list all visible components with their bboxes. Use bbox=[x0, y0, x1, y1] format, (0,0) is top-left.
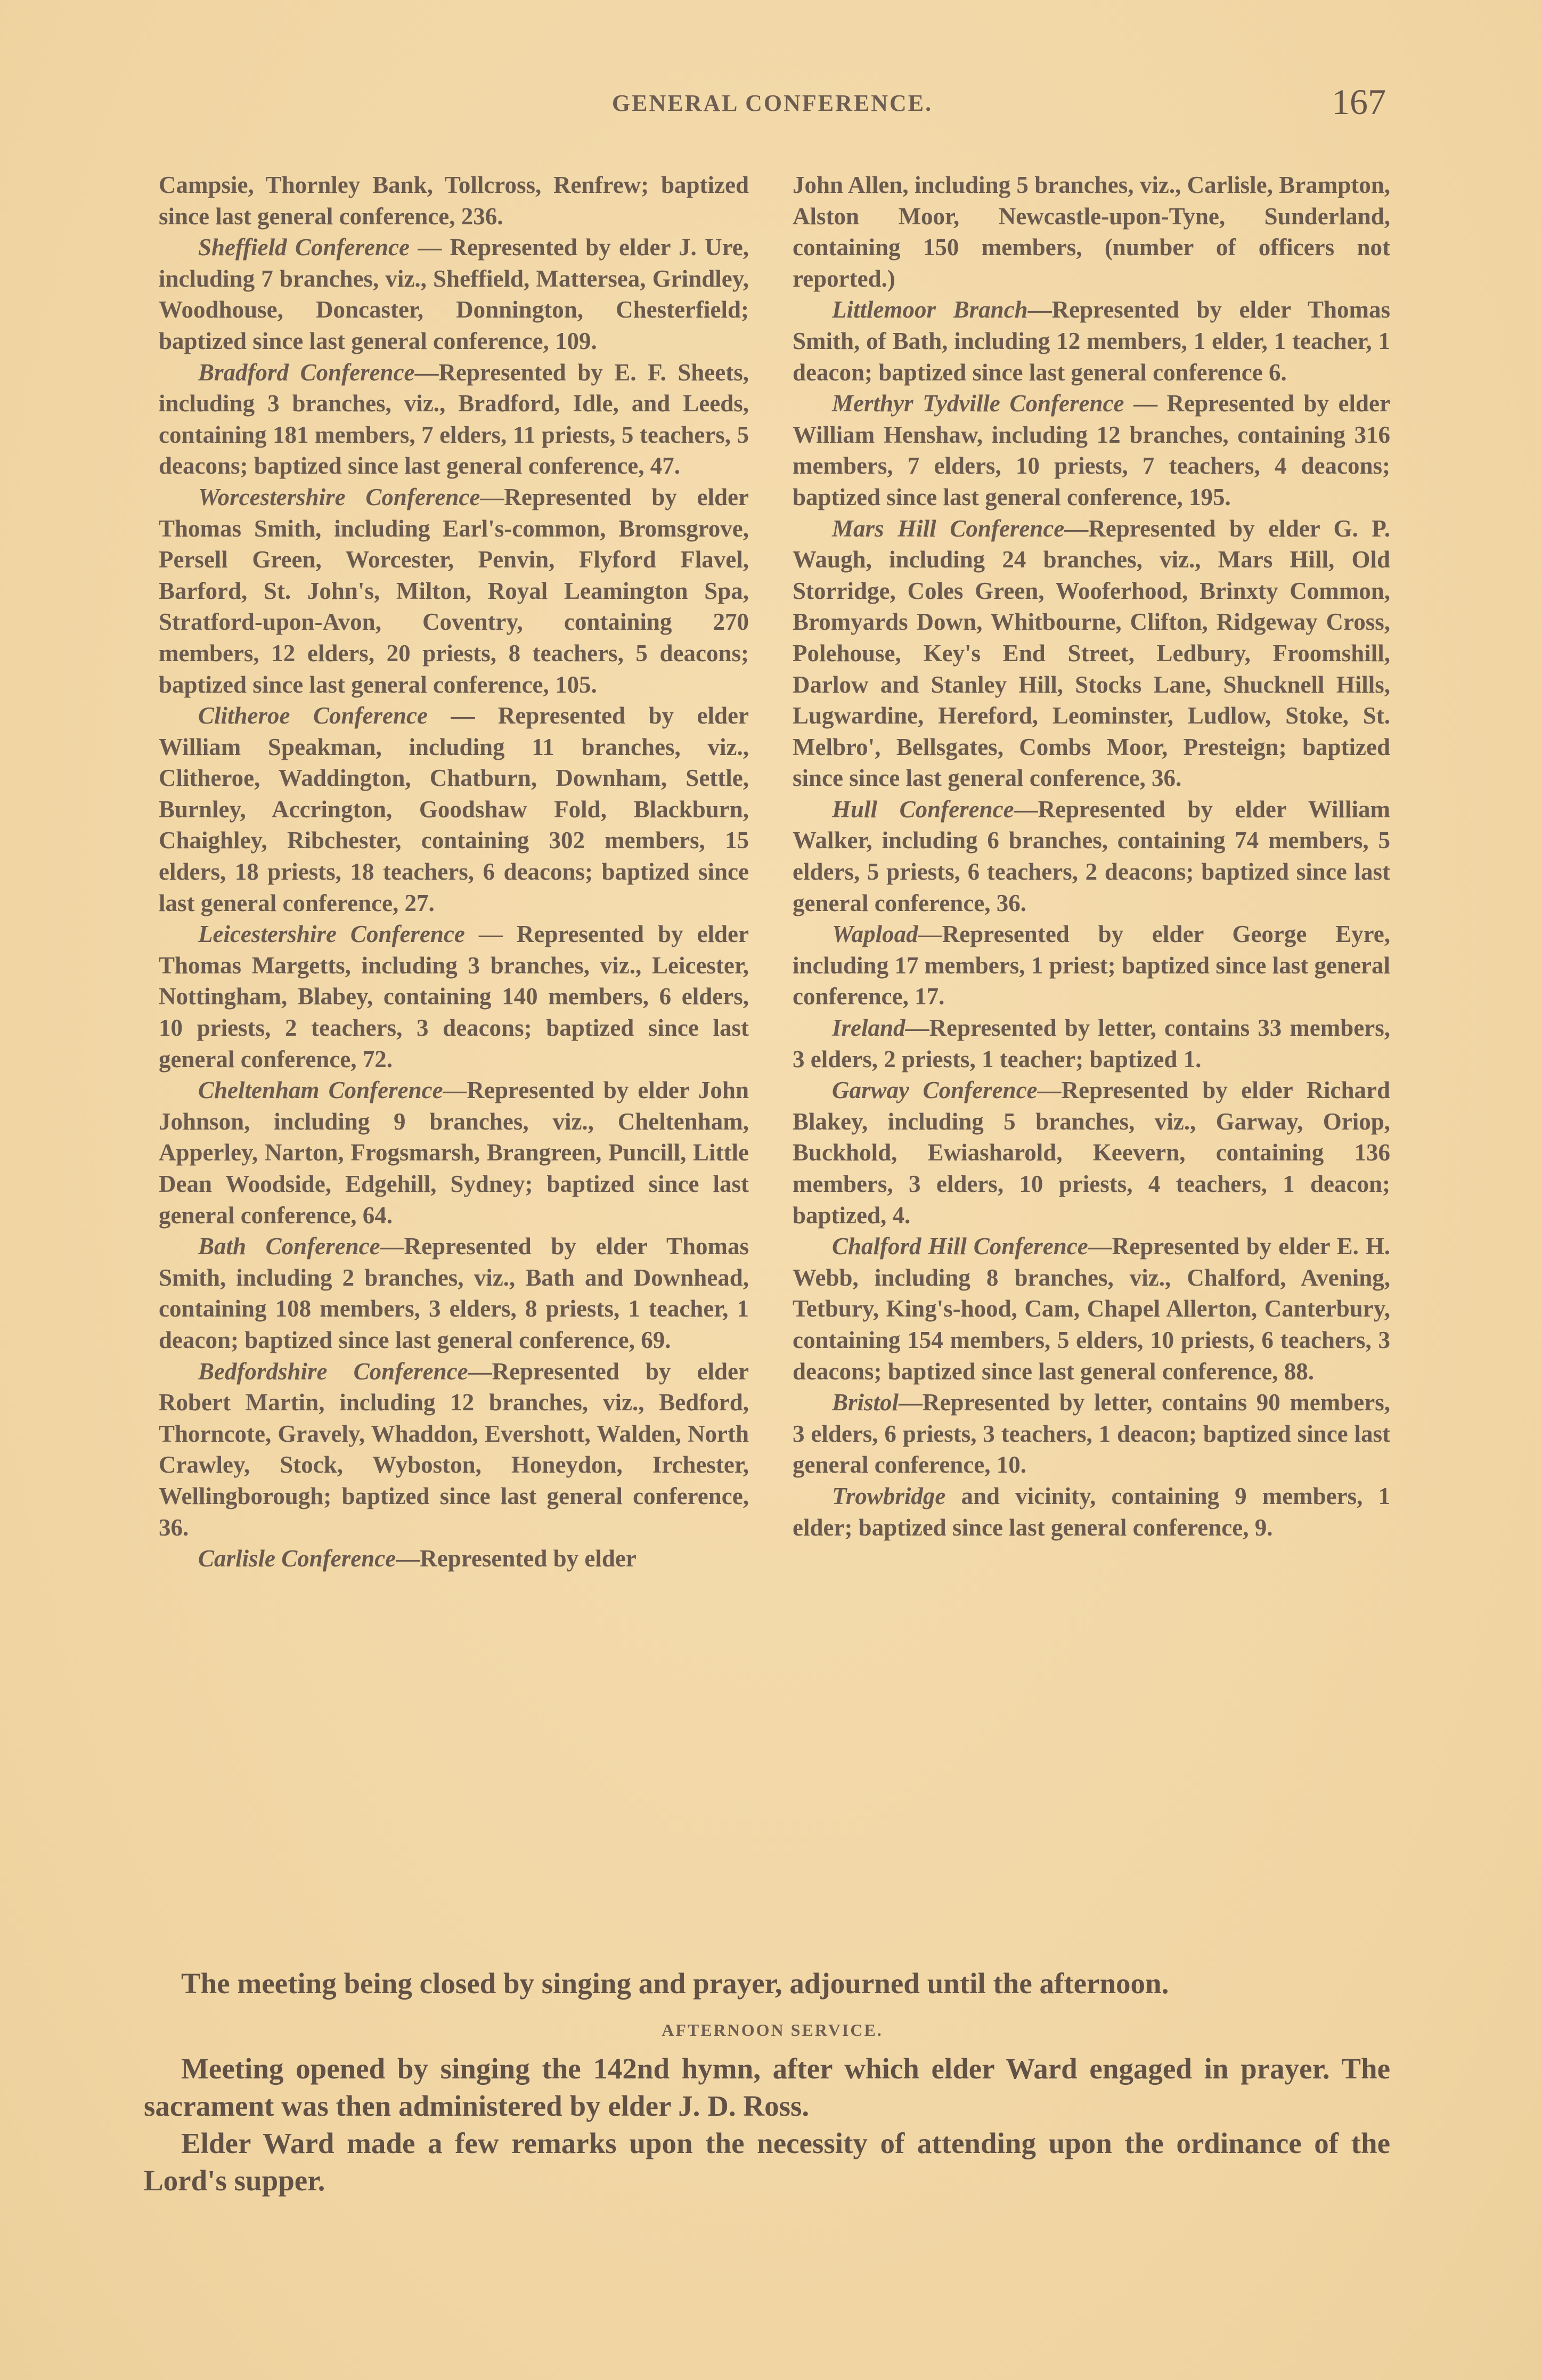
running-title: GENERAL CONFERENCE. bbox=[611, 90, 933, 116]
conference-name: Carlisle Conference bbox=[198, 1545, 396, 1572]
conference-entry bbox=[159, 919, 749, 1075]
conference-entry bbox=[793, 1481, 1390, 1543]
conference-details: —Represented by E. F. Sheets, including 3 branches, viz., Bradford, Idle, and Leeds, containing 181 members, 7 elders, 11 priests, 5 teachers, 5 deacons; baptized since last general conference, 47. bbox=[159, 359, 749, 480]
conference-entry bbox=[159, 482, 749, 700]
conference-entry bbox=[793, 513, 1390, 794]
conference-entry bbox=[159, 1543, 749, 1574]
conference-entry bbox=[793, 1075, 1390, 1231]
conference-details: —Represented by letter, contains 90 members, 3 elders, 6 priests, 3 teachers, 1 deacon; baptized since last general conference, 10. bbox=[793, 1389, 1390, 1479]
conference-entry bbox=[159, 700, 749, 919]
closing-paragraph: The meeting being closed by singing and prayer, adjourned until the afternoon. bbox=[181, 1967, 1169, 2000]
conference-details: and vicinity, containing 9 members, 1 elder; baptized since last general conference, 9. bbox=[793, 1482, 1390, 1541]
conference-name: Clitheroe Conference bbox=[198, 702, 428, 729]
conference-entry bbox=[793, 1012, 1390, 1075]
conference-entry bbox=[793, 169, 1390, 294]
conference-details: —Represented by elder bbox=[396, 1545, 637, 1572]
conference-entry bbox=[159, 1356, 749, 1544]
conference-details: —Represented by elder E. H. Webb, including 8 branches, viz., Chalford, Avening, Tetbury, King's-hood, Cam, Chapel Allerton, Canterbury, containing 154 members, 5 elders, 10 priests, 6 teachers, 3 deacons; baptized since last general conference, 88. bbox=[793, 1233, 1390, 1385]
right-column bbox=[793, 169, 1390, 1543]
body-paragraph: Elder Ward made a few remarks upon the necessity of attending upon the ordinance of the Lord's supper. bbox=[144, 2127, 1390, 2197]
conference-name: Leicestershire Conference bbox=[198, 921, 465, 948]
section-heading: AFTERNOON SERVICE. bbox=[662, 2020, 883, 2040]
conference-details: —Represented by elder G. P. Waugh, including 24 branches, viz., Mars Hill, Old Storridge, Coles Green, Wooferhood, Brinxty Common, Bromyards Down, Whitbourne, Clifton, Ridgeway Cross, Polehouse, Key's End Street, Ledbury, Froomshill, Darlow and Stanley Hill, Stocks Lane, Shucknell Hills, Lugwardine, Hereford, Leominster, Ludlow, Stoke, St. Melbro', Bellsgates, Combs Moor, Presteign; baptized since since last general conference, 36. bbox=[793, 515, 1390, 792]
conference-name: Ireland bbox=[832, 1014, 905, 1042]
conference-details: — Represented by elder William Henshaw, including 12 branches, containing 316 members, 7 elders, 10 priests, 7 teachers, 4 deacons; baptized since last general conference, 195. bbox=[793, 390, 1391, 510]
conference-name: Trowbridge bbox=[832, 1482, 946, 1509]
conference-entry bbox=[793, 1231, 1390, 1387]
conference-details: — Represented by elder Thomas Margetts, including 3 branches, viz., Leicester, Nottingham, Blabey, containing 140 members, 6 elders, 10 priests, 2 teachers, 3 deacons; baptized since last general conference, 72. bbox=[159, 921, 749, 1073]
conference-details: Campsie, Thornley Bank, Tollcross, Renfrew; baptized since last general conference, 236. bbox=[159, 172, 749, 230]
conference-details: —Represented by elder Robert Martin, including 12 branches, viz., Bedford, Thorncote, Gravely, Whaddon, Evershott, Walden, North Crawley, Stock, Wyboston, Honeydon, Irchester, Wellingborough; baptized since last general conference, 36. bbox=[159, 1358, 749, 1541]
conference-name: Littlemoor Branch bbox=[832, 296, 1028, 323]
body-paragraph: Meeting opened by singing the 142nd hymn, after which elder Ward engaged in prayer. The sacrament was then administered by elder J. D. Ross. bbox=[144, 2052, 1390, 2122]
conference-details: —Represented by letter, contains 33 members, 3 elders, 2 priests, 1 teacher; baptized 1. bbox=[793, 1014, 1390, 1073]
conference-name: Sheffield Conference bbox=[198, 234, 410, 261]
conference-entry bbox=[159, 357, 749, 482]
conference-details: —Represented by elder William Walker, including 6 branches, containing 74 members, 5 elders, 5 priests, 6 teachers, 2 deacons; baptized since last general conference, 36. bbox=[793, 795, 1390, 916]
conference-name: Mars Hill Conference bbox=[832, 515, 1065, 542]
conference-name: Chalford Hill Conference bbox=[832, 1233, 1088, 1260]
conference-entry bbox=[159, 232, 749, 356]
conference-entry bbox=[793, 919, 1390, 1012]
conference-details: —Represented by elder Richard Blakey, including 5 branches, viz., Garway, Oriop, Buckhold, Ewiasharold, Keevern, containing 136 members, 3 elders, 10 priests, 4 teachers, 1 deacon; baptized, 4. bbox=[793, 1077, 1390, 1229]
afternoon-service-body bbox=[144, 2050, 1390, 2199]
conference-entry bbox=[793, 794, 1390, 919]
conference-name: Cheltenham Conference bbox=[198, 1077, 443, 1104]
conference-entry bbox=[159, 1075, 749, 1231]
page-number: 167 bbox=[1332, 82, 1386, 122]
conference-entry bbox=[159, 169, 749, 232]
conference-details: — Represented by elder William Speakman, including 11 branches, viz., Clitheroe, Waddington, Chatburn, Downham, Settle, Burnley, Accrington, Goodshaw Fold, Blackburn, Chaighley, Ribchester, containing 302 members, 15 elders, 18 priests, 18 teachers, 6 deacons; baptized since last general conference, 27. bbox=[159, 702, 749, 916]
conference-name: Bath Conference bbox=[198, 1233, 380, 1260]
conference-details: John Allen, including 5 branches, viz., Carlisle, Brampton, Alston Moor, Newcastle-upon-Tyne, Sunderland, containing 150 members, (number of officers not reported.) bbox=[793, 172, 1390, 292]
conference-name: Bristol bbox=[832, 1389, 899, 1416]
conference-details: —Represented by elder George Eyre, including 17 members, 1 priest; baptized since last general conference, 17. bbox=[793, 921, 1390, 1010]
conference-entry bbox=[793, 1387, 1390, 1481]
conference-details: —Represented by elder Thomas Smith, of Bath, including 12 members, 1 elder, 1 teacher, 1 deacon; baptized since last general conference 6. bbox=[793, 296, 1390, 386]
conference-details: —Represented by elder Thomas Smith, including Earl's-common, Bromsgrove, Persell Green, Worcester, Penvin, Flyford Flavel, Barford, St. John's, Milton, Royal Leamington Spa, Stratford-upon-Avon, Coventry, containing 270 members, 12 elders, 20 priests, 8 teachers, 5 deacons; baptized since last general conference, 105. bbox=[159, 483, 749, 698]
conference-entry bbox=[793, 294, 1390, 388]
conference-name: Wapload bbox=[832, 921, 918, 948]
conference-name: Merthyr Tydville Conference bbox=[832, 390, 1124, 417]
conference-details: —Represented by elder Thomas Smith, including 2 branches, viz., Bath and Downhead, containing 108 members, 3 elders, 8 priests, 1 teacher, 1 deacon; baptized since last general conference, 69. bbox=[159, 1233, 749, 1353]
conference-entry bbox=[159, 1231, 749, 1355]
conference-name: Garway Conference bbox=[832, 1077, 1038, 1104]
conference-details: — Represented by elder J. Ure, including 7 branches, viz., Sheffield, Mattersea, Grindley, Woodhouse, Doncaster, Donnington, Chesterfield; baptized since last general conference, 109. bbox=[159, 234, 749, 354]
conference-name: Hull Conference bbox=[832, 795, 1014, 823]
left-column bbox=[159, 169, 749, 1574]
conference-entry bbox=[793, 388, 1390, 513]
conference-name: Bradford Conference bbox=[198, 359, 415, 386]
conference-name: Bedfordshire Conference bbox=[198, 1358, 468, 1385]
conference-name: Worcestershire Conference bbox=[198, 483, 480, 510]
conference-details: —Represented by elder John Johnson, including 9 branches, viz., Cheltenham, Apperley, Narton, Frogsmarsh, Brangreen, Puncill, Little Dean Woodside, Edgehill, Sydney; baptized since last general conference, 64. bbox=[159, 1077, 749, 1229]
